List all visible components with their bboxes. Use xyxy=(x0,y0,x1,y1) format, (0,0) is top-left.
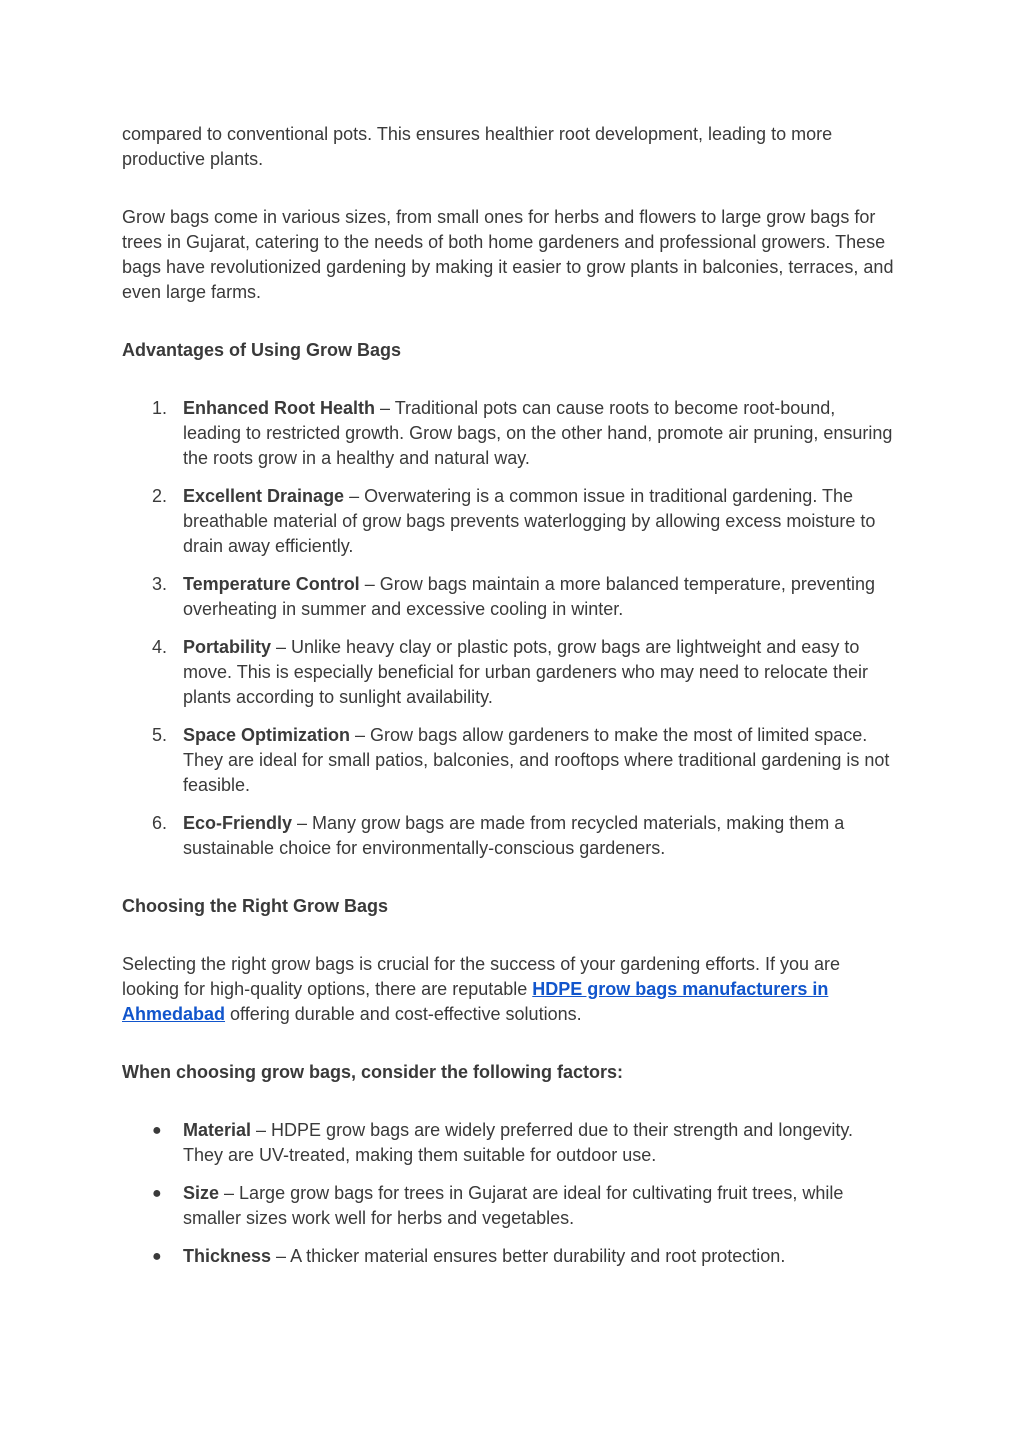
factor-text: – Large grow bags for trees in Gujarat are ideal for cultivating fruit trees, while smaller sizes work well for herbs and vegetables. xyxy=(183,1183,844,1228)
advantage-item xyxy=(122,811,897,861)
advantage-term: Temperature Control xyxy=(183,574,360,594)
advantage-term: Enhanced Root Health xyxy=(183,398,376,418)
factor-item xyxy=(122,1118,897,1168)
factor-item xyxy=(122,1244,897,1269)
advantages-heading: Advantages of Using Grow Bags xyxy=(122,340,402,360)
list-number: 1. xyxy=(152,398,168,418)
choosing-text-before-link: Selecting the right grow bags is crucial for the success of your gardening efforts. If you are looking for high-quality options, there are reputable xyxy=(122,954,841,999)
factor-item xyxy=(122,1181,897,1231)
list-number: 3. xyxy=(152,574,168,594)
list-number: 5. xyxy=(152,725,168,745)
choosing-heading: Choosing the Right Grow Bags xyxy=(122,896,388,916)
choosing-text-after-link: offering durable and cost-effective solutions. xyxy=(225,1004,582,1024)
advantage-text: – Many grow bags are made from recycled materials, making them a sustainable choice for environmentally-conscious gardeners. xyxy=(183,813,845,858)
advantage-item xyxy=(122,484,897,559)
factors-heading: When choosing grow bags, consider the following factors: xyxy=(122,1062,624,1082)
advantage-text: – Grow bags maintain a more balanced temperature, preventing overheating in summer and excessive cooling in winter. xyxy=(183,574,875,619)
advantage-item xyxy=(122,396,897,471)
factors-list xyxy=(122,1118,897,1269)
advantage-text: – Unlike heavy clay or plastic pots, grow bags are lightweight and easy to move. This is especially beneficial for urban gardeners who may need to relocate their plants according to sunlight availability. xyxy=(183,637,869,707)
factor-term: Size xyxy=(183,1183,220,1203)
advantage-text: – Grow bags allow gardeners to make the most of limited space. They are ideal for small patios, balconies, and rooftops where traditional gardening is not feasible. xyxy=(183,725,890,795)
advantage-text: – Overwatering is a common issue in traditional gardening. The breathable material of grow bags prevents waterlogging by allowing excess moisture to drain away efficiently. xyxy=(183,486,876,556)
bullet-icon: ● xyxy=(152,1122,162,1139)
factor-text: – HDPE grow bags are widely preferred due to their strength and longevity. They are UV-treated, making them suitable for outdoor use. xyxy=(183,1120,854,1165)
advantage-term: Space Optimization xyxy=(183,725,351,745)
list-number: 6. xyxy=(152,813,168,833)
document-page xyxy=(122,122,897,1302)
bullet-icon: ● xyxy=(152,1248,162,1265)
factor-text: – A thicker material ensures better durability and root protection. xyxy=(271,1246,786,1266)
factor-term: Material xyxy=(183,1120,252,1140)
choosing-paragraph xyxy=(122,952,897,1027)
list-number: 2. xyxy=(152,486,168,506)
advantages-list xyxy=(122,396,897,861)
advantage-item xyxy=(122,635,897,710)
advantage-text: – Traditional pots can cause roots to become root-bound, leading to restricted growth. Grow bags, on the other hand, promote air pruning, ensuring the roots grow in a healthy and natural way. xyxy=(183,398,893,468)
advantage-term: Portability xyxy=(183,637,272,657)
factor-term: Thickness xyxy=(183,1246,272,1266)
intro-paragraph: compared to conventional pots. This ensures healthier root development, leading to more productive plants. xyxy=(122,124,833,169)
advantage-term: Eco-Friendly xyxy=(183,813,293,833)
advantage-item xyxy=(122,572,897,622)
sizes-paragraph: Grow bags come in various sizes, from small ones for herbs and flowers to large grow bags for trees in Gujarat, catering to the needs of both home gardeners and professional growers. These bags have revolutionized gardening by making it easier to grow plants in balconies, terraces, and even large farms. xyxy=(122,207,894,302)
advantage-term: Excellent Drainage xyxy=(183,486,345,506)
advantage-item xyxy=(122,723,897,798)
manufacturers-link[interactable]: HDPE grow bags manufacturers in Ahmedabad xyxy=(122,979,829,1024)
bullet-icon: ● xyxy=(152,1185,162,1202)
list-number: 4. xyxy=(152,637,168,657)
